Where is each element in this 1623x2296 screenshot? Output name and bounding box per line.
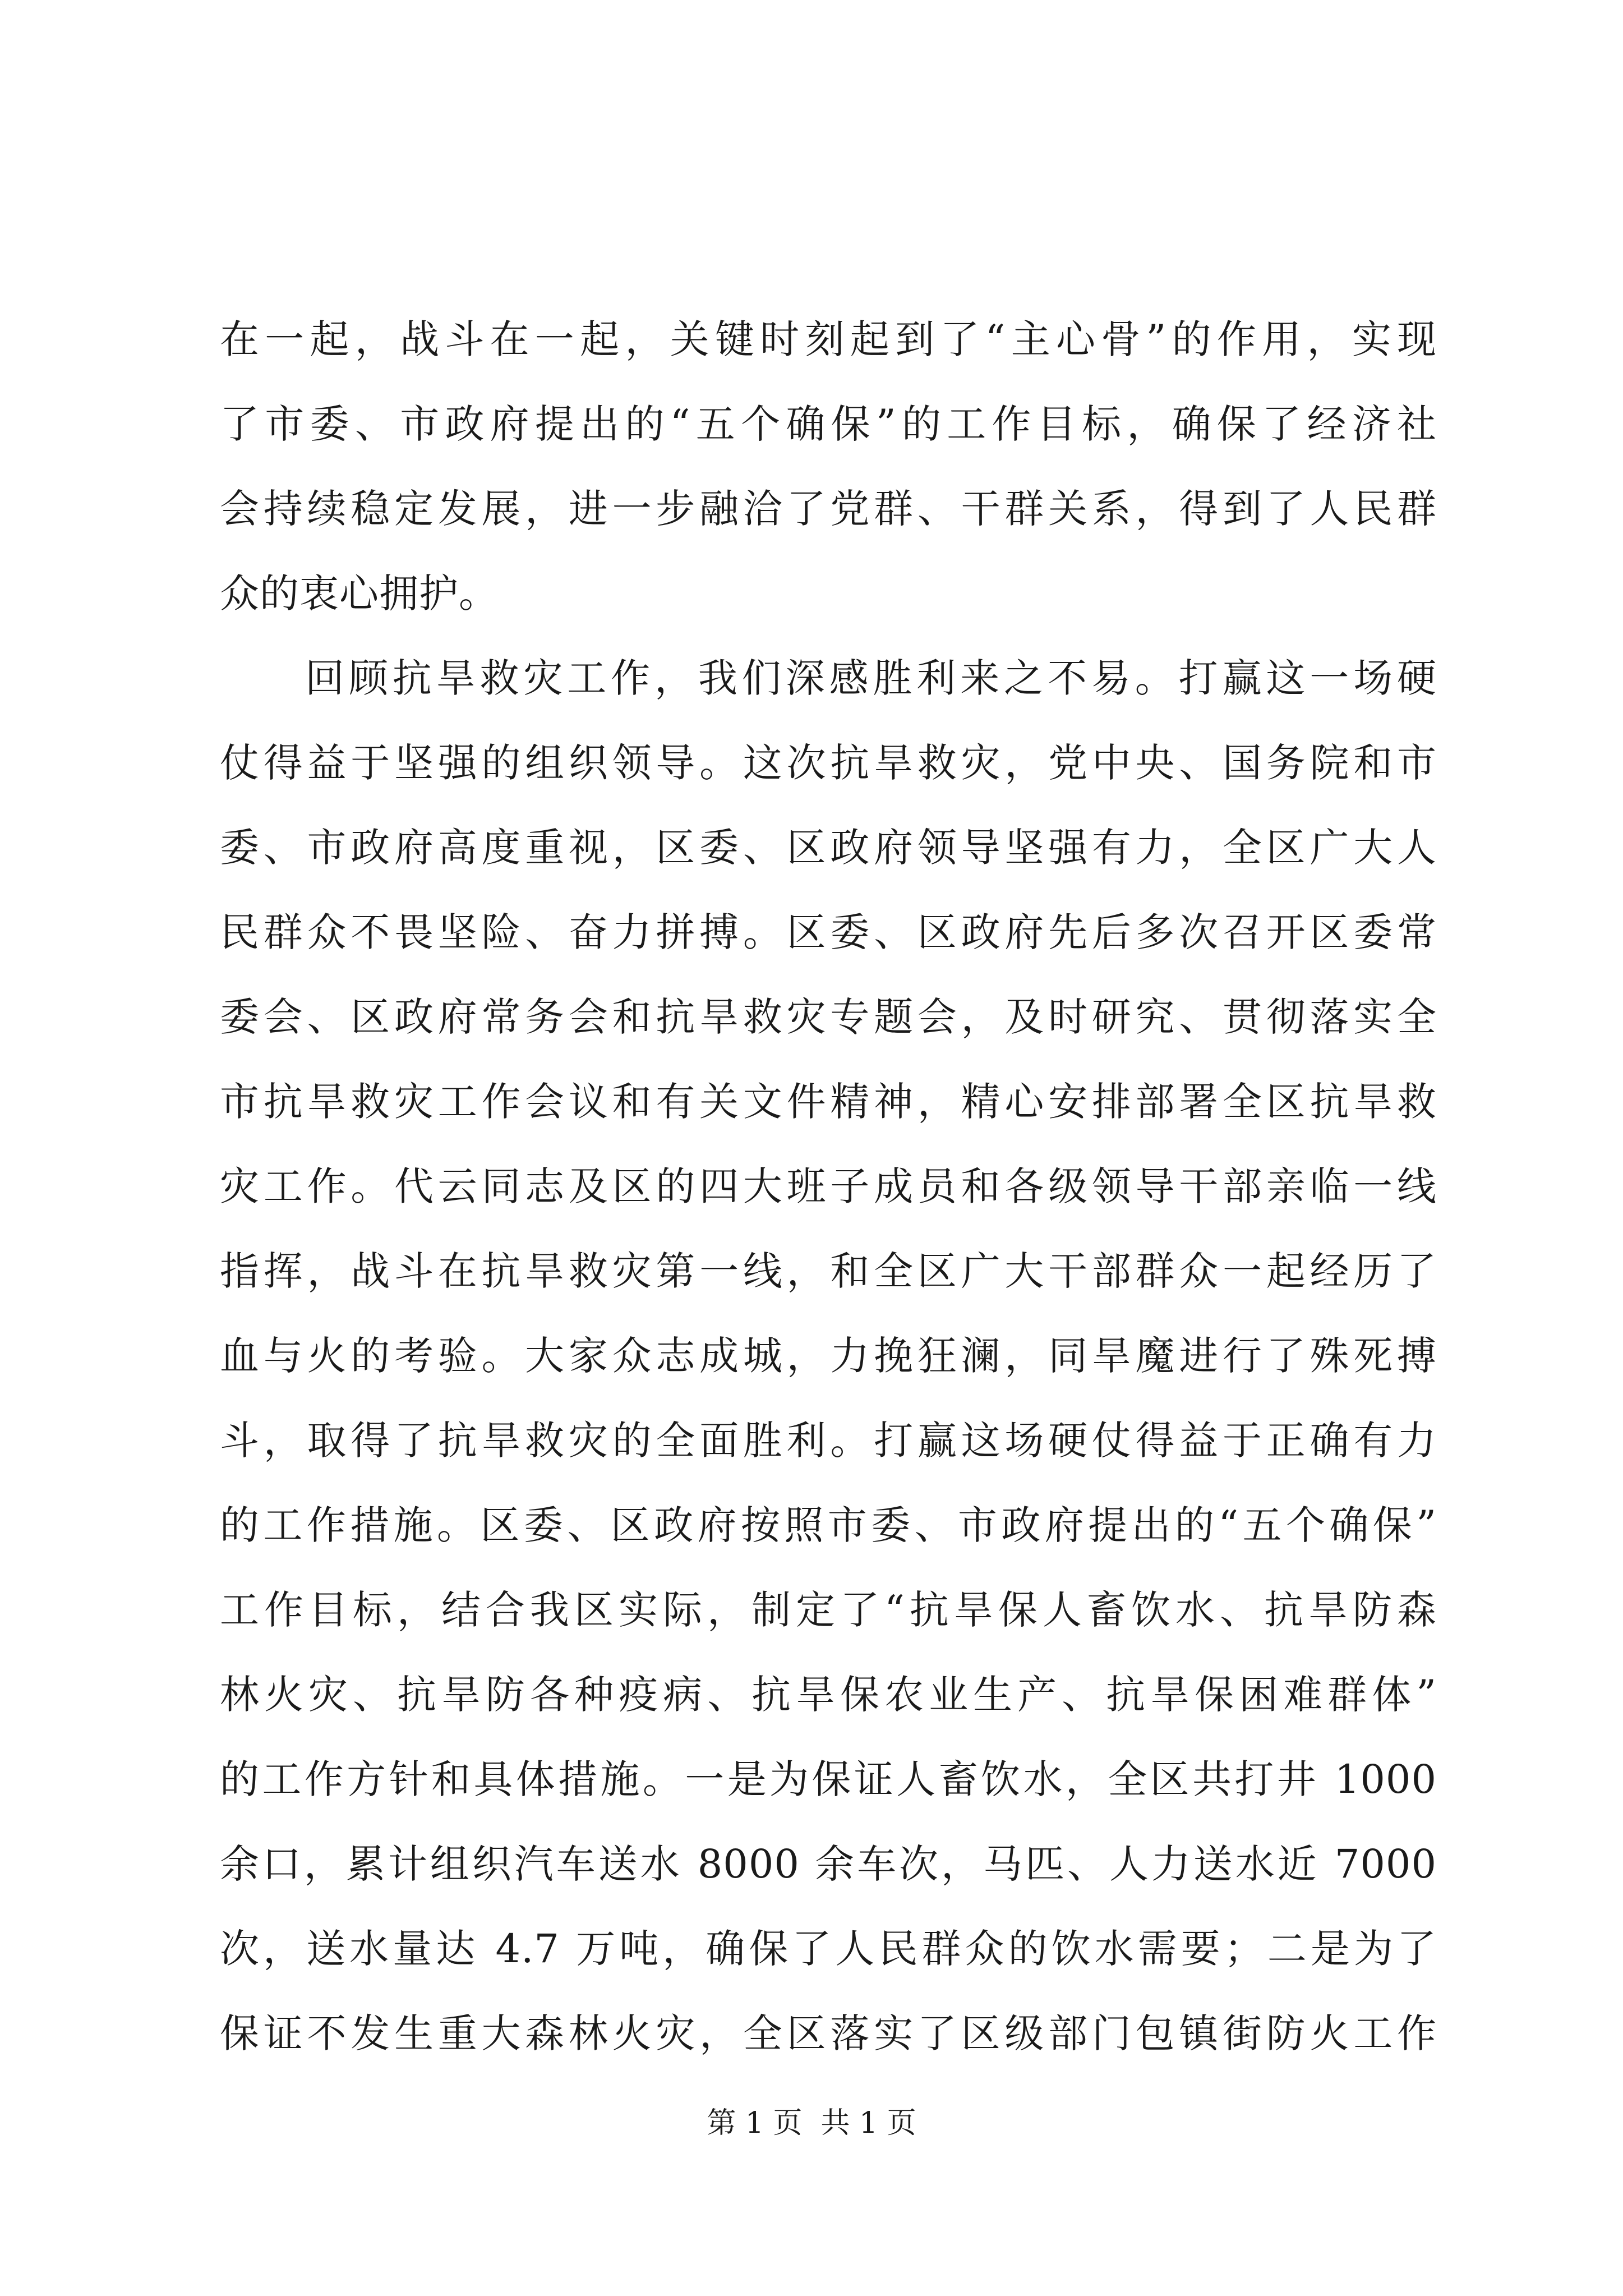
text-line: 的工作措施。区委、区政府按照市委、市政府提出的“五个确保” xyxy=(220,1502,1437,1548)
text-line: 了市委、市政府提出的“五个确保”的工作目标，确保了经济社 xyxy=(220,401,1437,447)
text-line: 余口，累计组织汽车送水 8000 余车次，马匹、人力送水近 7000 xyxy=(220,1841,1437,1887)
page-footer xyxy=(0,2104,1623,2143)
text-line: 众的衷心拥护。 xyxy=(220,570,499,616)
text-line: 指挥，战斗在抗旱救灾第一线，和全区广大干部群众一起经历了 xyxy=(220,1248,1437,1294)
text-line: 委会、区政府常务会和抗旱救灾专题会，及时研究、贯彻落实全 xyxy=(220,994,1437,1040)
text-line: 市抗旱救灾工作会议和有关文件精神，精心安排部署全区抗旱救 xyxy=(220,1079,1437,1125)
text-line: 委、市政府高度重视，区委、区政府领导坚强有力，全区广大人 xyxy=(220,825,1437,871)
text-line: 回顾抗旱救灾工作，我们深感胜利来之不易。打赢这一场硬 xyxy=(305,655,1437,701)
text-line: 工作目标，结合我区实际，制定了“抗旱保人畜饮水、抗旱防森 xyxy=(220,1587,1437,1633)
text-line: 林火灾、抗旱防各种疫病、抗旱保农业生产、抗旱保困难群体” xyxy=(220,1672,1437,1718)
text-line: 仗得益于坚强的组织领导。这次抗旱救灾，党中央、国务院和市 xyxy=(220,740,1437,786)
text-line: 血与火的考验。大家众志成城，力挽狂澜，同旱魔进行了殊死搏 xyxy=(220,1333,1437,1379)
text-line: 斗，取得了抗旱救灾的全面胜利。打赢这场硬仗得益于正确有力 xyxy=(220,1418,1437,1464)
document-body xyxy=(220,297,1437,2076)
text-line: 灾工作。代云同志及区的四大班子成员和各级领导干部亲临一线 xyxy=(220,1163,1437,1209)
text-line: 会持续稳定发展，进一步融洽了党群、干群关系，得到了人民群 xyxy=(220,486,1437,532)
text-line: 民群众不畏坚险、奋力拼搏。区委、区政府先后多次召开区委常 xyxy=(220,909,1437,955)
text-line: 的工作方针和具体措施。一是为保证人畜饮水，全区共打井 1000 xyxy=(220,1756,1437,1802)
text-line: 次，送水量达 4.7 万吨，确保了人民群众的饮水需要；二是为了 xyxy=(220,1926,1437,1972)
text-line: 在一起，战斗在一起，关键时刻起到了“主心骨”的作用，实现 xyxy=(220,316,1437,362)
page-number-label: 第 1 页 共 1 页 xyxy=(707,2106,916,2140)
text-line: 保证不发生重大森林火灾，全区落实了区级部门包镇街防火工作 xyxy=(220,2010,1437,2056)
